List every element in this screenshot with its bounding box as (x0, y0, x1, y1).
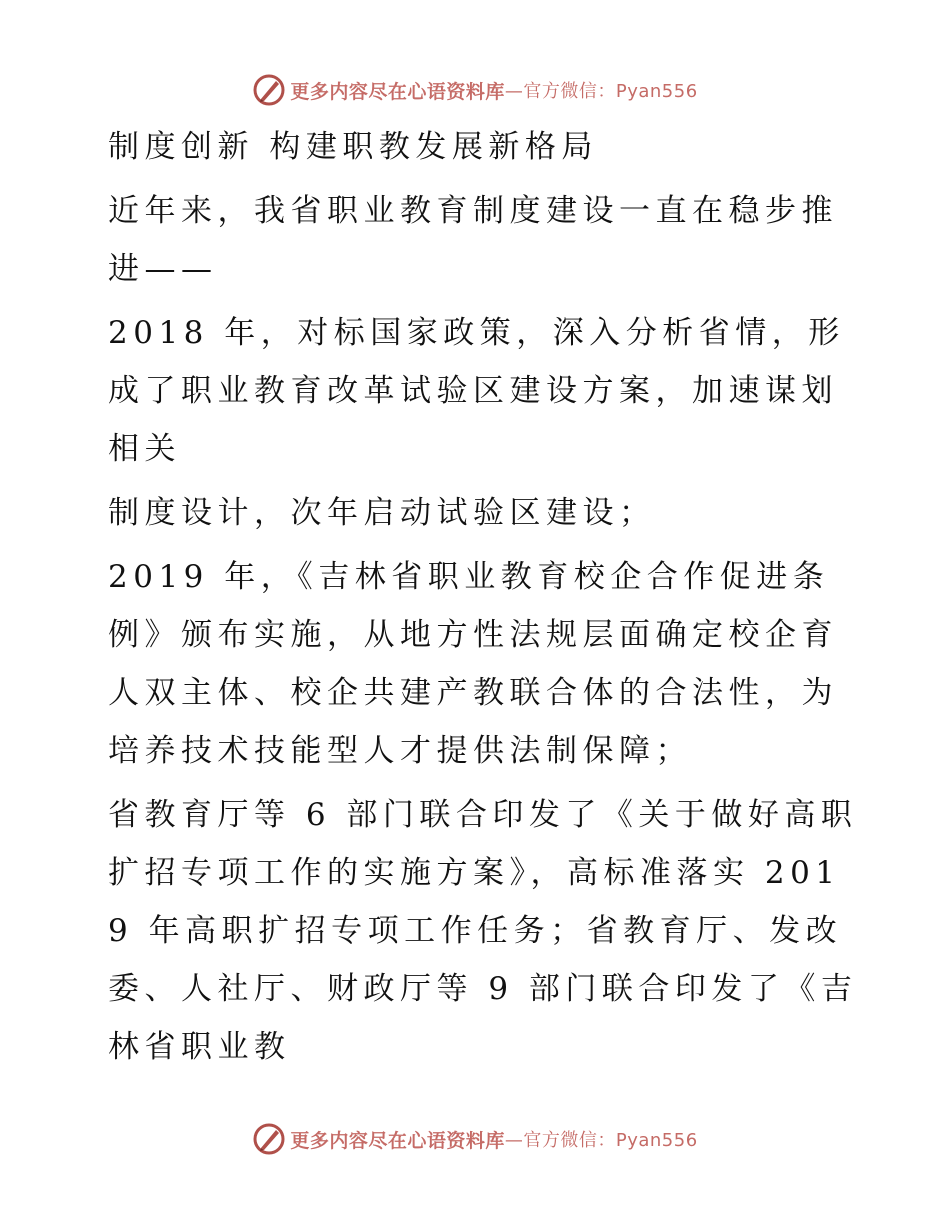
footer-banner-contact-text: —官方微信：Pyan556 (504, 1130, 698, 1151)
article-title: 制度创新 构建职教发展新格局 (108, 129, 598, 165)
article-body (98, 118, 858, 1076)
article-paragraph-1: 近年来，我省职业教育制度建设一直在稳步推进—— (108, 193, 838, 287)
pen-logo-icon (252, 73, 286, 107)
header-banner (0, 72, 950, 108)
header-banner-contact-text: —官方微信：Pyan556 (504, 81, 698, 102)
article-paragraph-4: 2019 年，《吉林省职业教育校企合作促进条例》颁布实施，从地方性法规层面确定校企育人双主体、校企共建产教联合体的合法性，为培养技术技能型人才提供法制保障； (108, 559, 838, 769)
header-banner-main-text: 更多内容尽在心语资料库 (290, 80, 505, 103)
footer-banner (0, 1121, 950, 1157)
article-paragraph-3: 制度设计，次年启动试验区建设； (108, 495, 656, 531)
article-paragraph-2: 2018 年，对标国家政策，深入分析省情，形成了职业教育改革试验区建设方案，加速谋划相关 (108, 315, 845, 467)
article-paragraph-5: 省教育厅等 6 部门联合印发了《关于做好高职扩招专项工作的实施方案》，高标准落实 2019 年高职扩招专项工作任务；省教育厅、发改委、人社厅、财政厅等 9 部门联合印发了《吉林省职业教 (108, 797, 858, 1065)
footer-banner-main-text: 更多内容尽在心语资料库 (290, 1129, 505, 1152)
pen-logo-icon (252, 1122, 286, 1156)
